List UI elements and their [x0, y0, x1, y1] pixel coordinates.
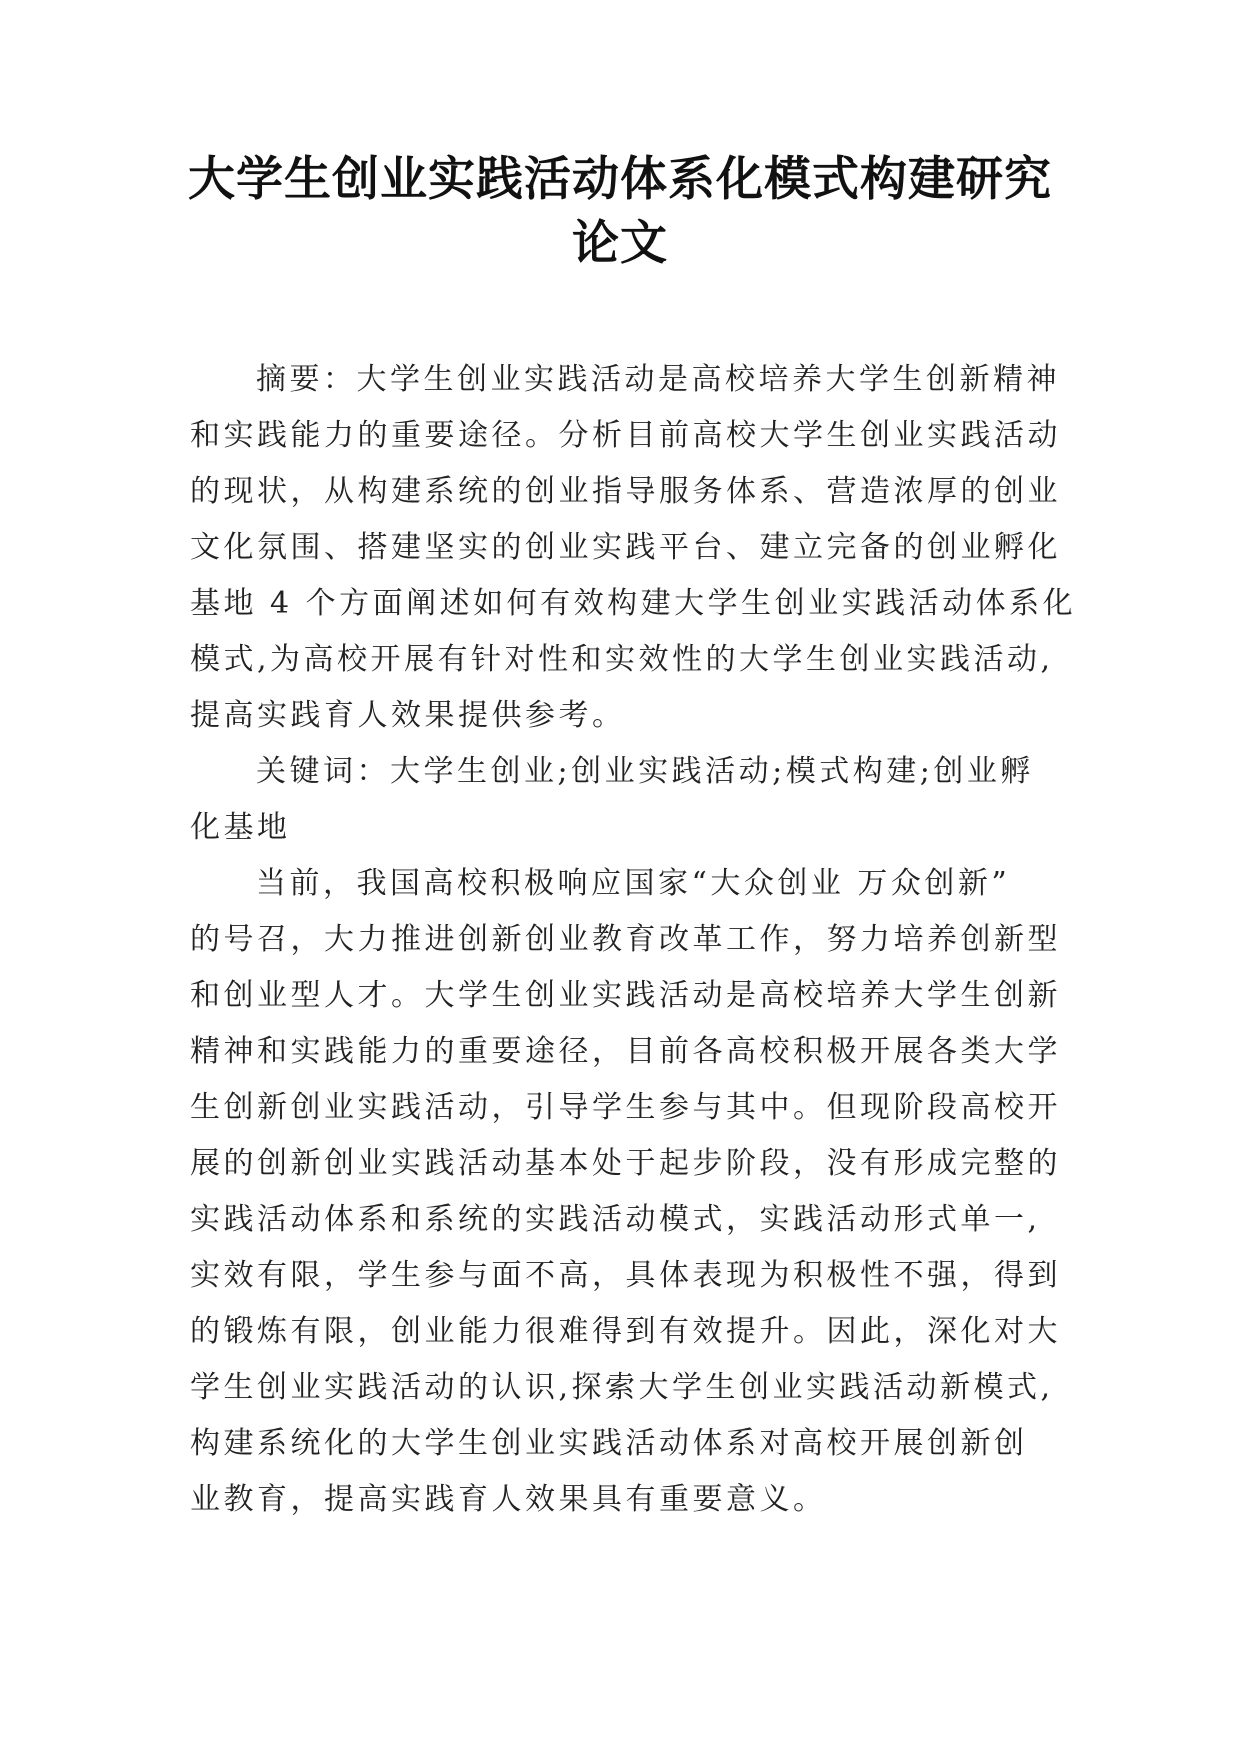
abstract-line: 基地 4 个方面阐述如何有效构建大学生创业实践活动体系化 — [190, 586, 1077, 621]
document-title — [150, 148, 1090, 276]
intro-line: 的号召，大力推进创新创业教育改革工作，努力培养创新型 — [190, 922, 1061, 957]
intro-line: 当前，我国高校积极响应国家“大众创业 万众创新” — [256, 866, 1011, 901]
title-line-1: 大学生创业实践活动体系化模式构建研究 — [188, 152, 1052, 207]
keywords-paragraph — [190, 744, 1050, 856]
keywords-line: 化基地 — [190, 810, 291, 845]
document-body — [190, 352, 1077, 1528]
keywords-line: 关键词：大学生创业;创业实践活动;模式构建;创业孵 — [256, 754, 1034, 789]
intro-paragraph — [190, 856, 1061, 1528]
abstract-line: 摘要：大学生创业实践活动是高校培养大学生创新精神 — [256, 362, 1060, 397]
intro-line: 展的创新创业实践活动基本处于起步阶段，没有形成完整的 — [190, 1146, 1061, 1181]
intro-line: 生创新创业实践活动，引导学生参与其中。但现阶段高校开 — [190, 1090, 1061, 1125]
title-line-2: 论文 — [572, 216, 668, 271]
abstract-line: 和实践能力的重要途径。分析目前高校大学生创业实践活动 — [190, 418, 1061, 453]
intro-line: 实践活动体系和系统的实践活动模式，实践活动形式单一, — [190, 1202, 1041, 1237]
intro-line: 的锻炼有限，创业能力很难得到有效提升。因此，深化对大 — [190, 1314, 1061, 1349]
intro-line: 构建系统化的大学生创业实践活动体系对高校开展创新创 — [190, 1426, 1028, 1461]
abstract-line: 文化氛围、搭建坚实的创业实践平台、建立完备的创业孵化 — [190, 530, 1061, 565]
intro-line: 和创业型人才。大学生创业实践活动是高校培养大学生创新 — [190, 978, 1061, 1013]
abstract-line: 的现状，从构建系统的创业指导服务体系、营造浓厚的创业 — [190, 474, 1061, 509]
abstract-paragraph — [190, 352, 1077, 744]
abstract-line: 模式,为高校开展有针对性和实效性的大学生创业实践活动, — [190, 642, 1054, 677]
intro-line: 业教育，提高实践育人效果具有重要意义。 — [190, 1482, 827, 1517]
intro-line: 学生创业实践活动的认识,探索大学生创业实践活动新模式, — [190, 1370, 1054, 1405]
intro-line: 实效有限，学生参与面不高，具体表现为积极性不强，得到 — [190, 1258, 1061, 1293]
abstract-line: 提高实践育人效果提供参考。 — [190, 698, 626, 733]
intro-line: 精神和实践能力的重要途径，目前各高校积极开展各类大学 — [190, 1034, 1061, 1069]
